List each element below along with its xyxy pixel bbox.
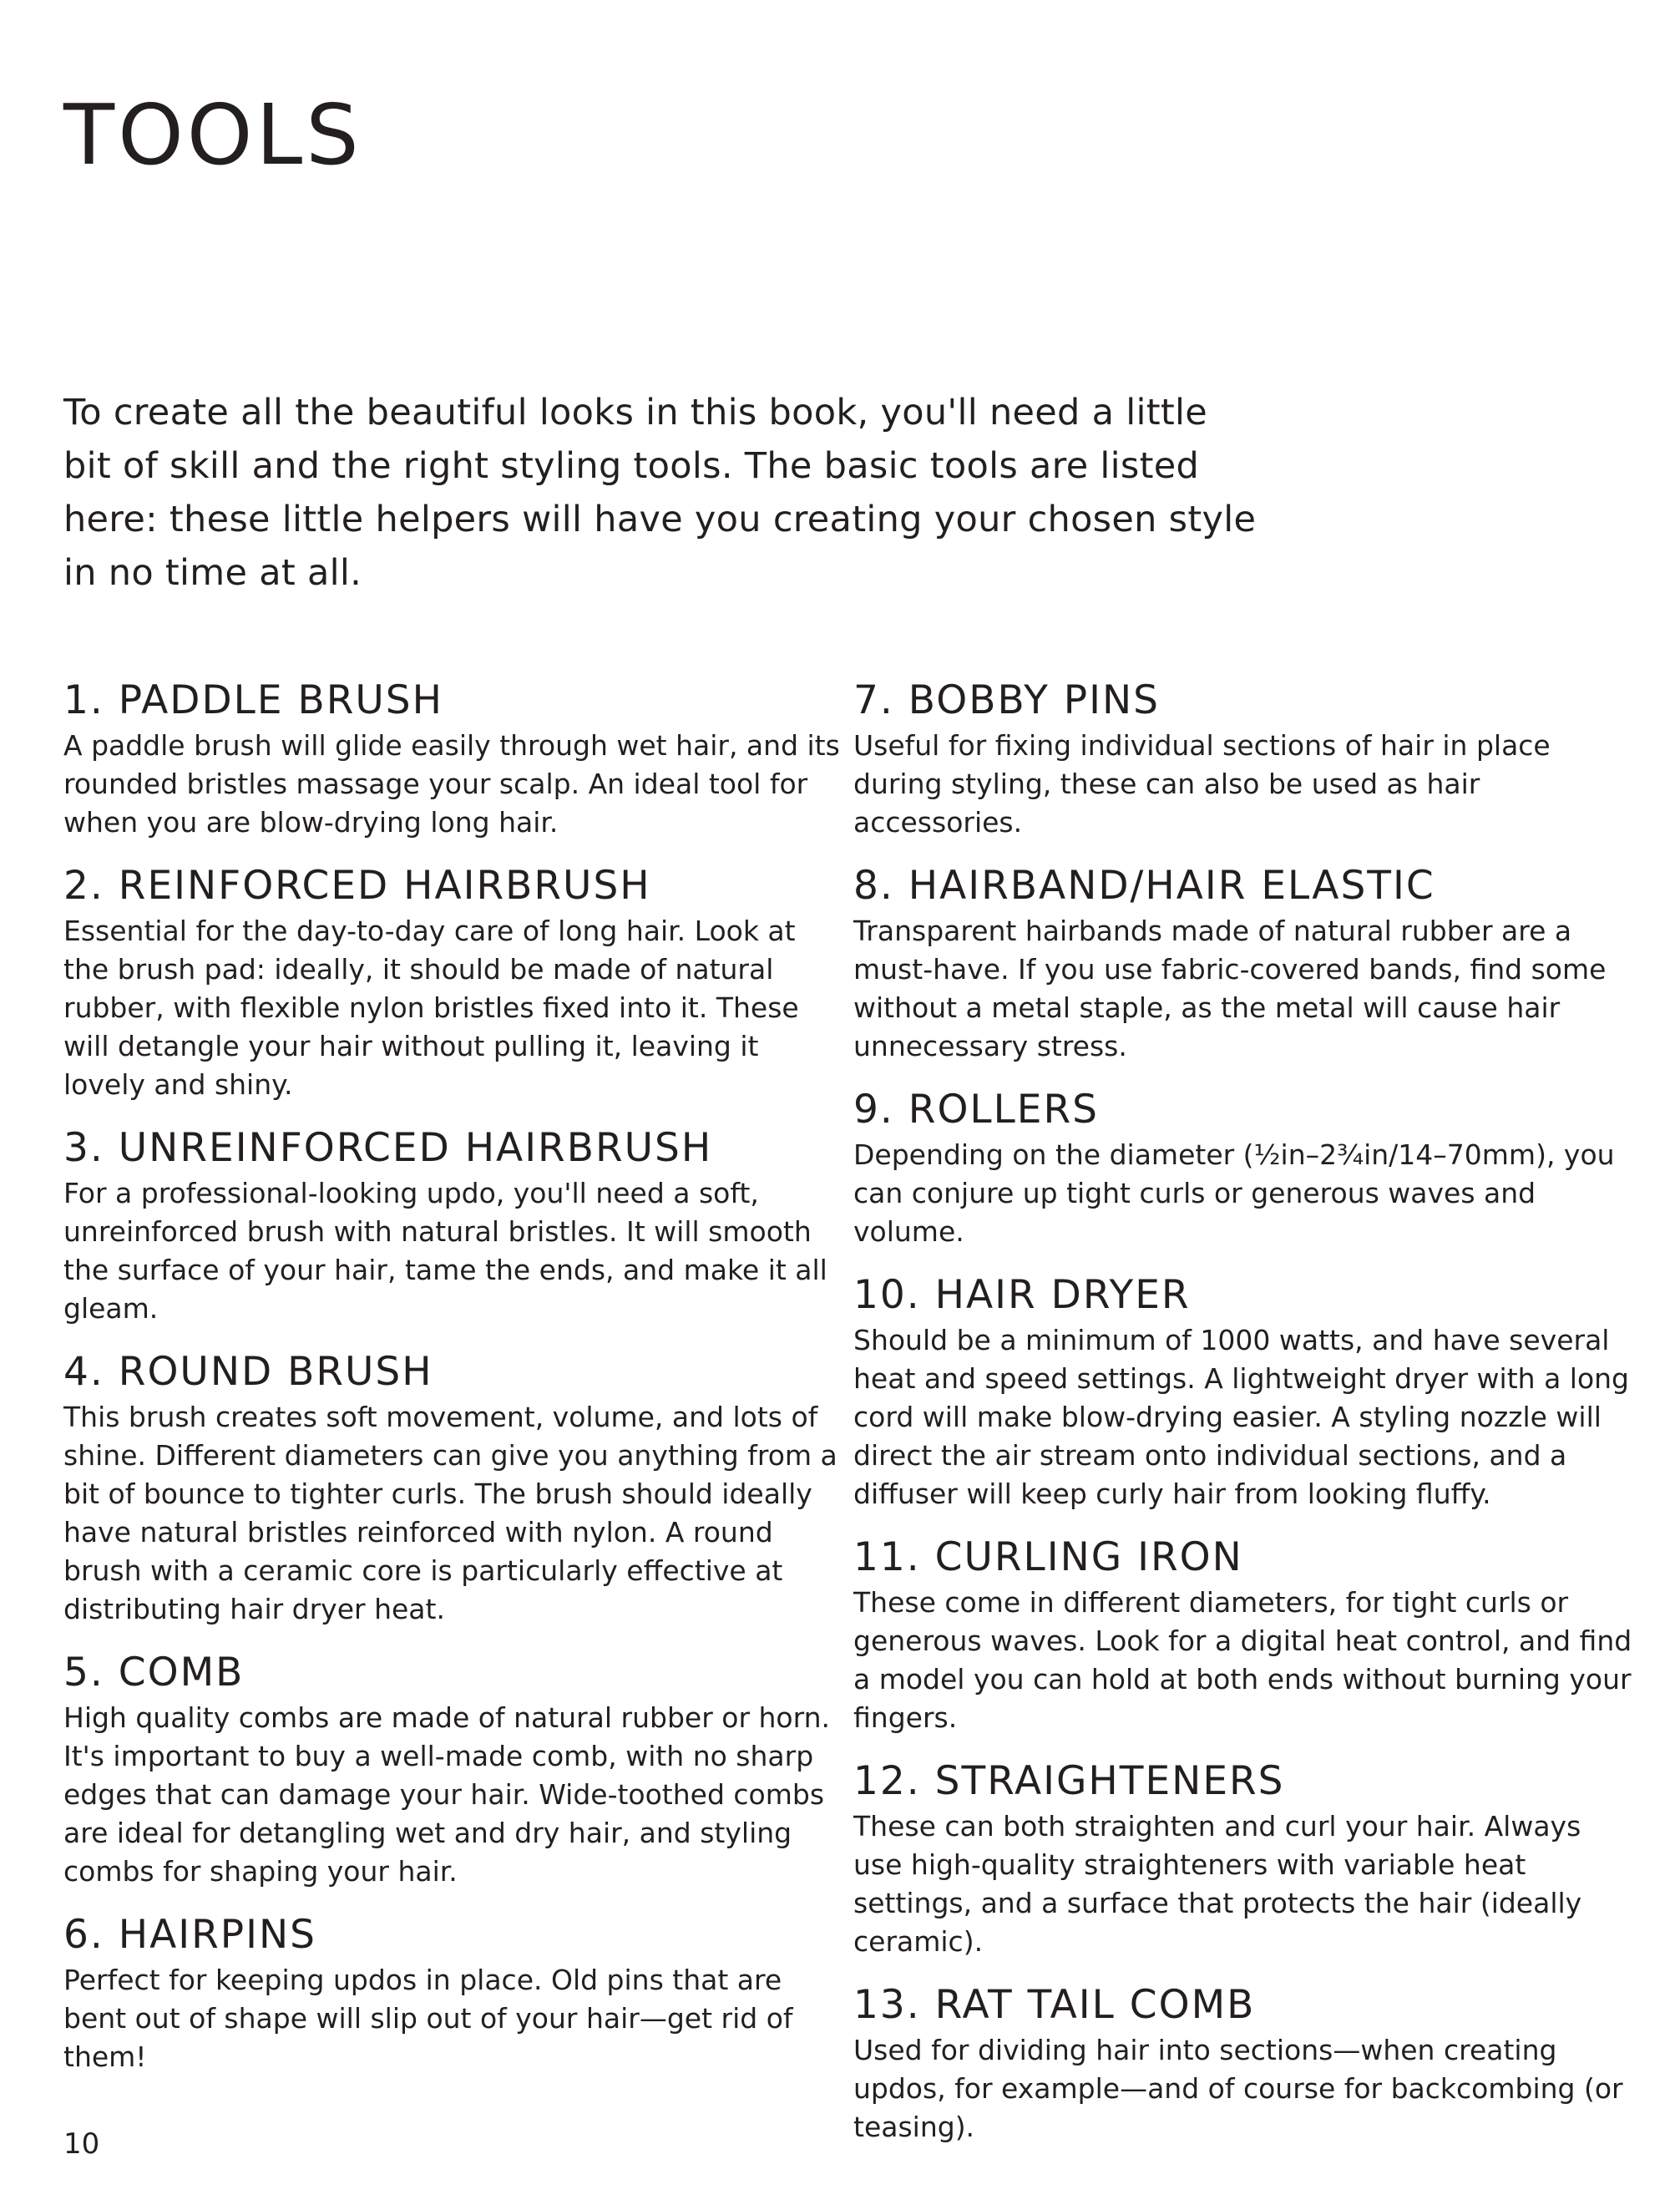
page-number: 10 xyxy=(63,2127,100,2161)
entry-heading: 5. COMB xyxy=(63,1650,245,1696)
left-column xyxy=(63,675,848,2076)
tool-entry-paddle-brush xyxy=(63,675,848,842)
entry-heading: 11. CURLING IRON xyxy=(853,1534,1243,1580)
entry-heading: 2. REINFORCED HAIRBRUSH xyxy=(63,863,651,909)
entry-heading: 10. HAIR DRYER xyxy=(853,1272,1191,1318)
entry-heading: 9. ROLLERS xyxy=(853,1087,1099,1133)
entry-heading: 13. RAT TAIL COMB xyxy=(853,1982,1256,2028)
tool-entry-hairband xyxy=(853,860,1638,1066)
entry-body: This brush creates soft movement, volume, and lots of shine. Different diameters can give you anything from a bit of bounce to tighter curls. The brush should ideally have natural bristles reinforced with nylon. A round brush with a ceramic core is particularly effective at distributing hair dryer heat. xyxy=(63,1401,837,1625)
entry-body: Depending on the diameter (½in–2¾in/14–70mm), you can conjure up tight curls or generous waves and volume. xyxy=(853,1138,1615,1248)
tool-entry-straighteners xyxy=(853,1756,1638,1961)
tool-entry-comb xyxy=(63,1647,848,1891)
entry-heading: 3. UNREINFORCED HAIRBRUSH xyxy=(63,1125,713,1171)
entry-heading: 12. STRAIGHTENERS xyxy=(853,1758,1285,1804)
intro-paragraph: To create all the beautiful looks in this book, you'll need a little bit of skill and the right styling tools. The basic tools are listed here: these little helpers will have you creating your chosen style in no time at all. xyxy=(63,392,1257,594)
entry-body: A paddle brush will glide easily through wet hair, and its rounded bristles massage your scalp. An ideal tool for when you are blow-drying long hair. xyxy=(63,729,840,839)
entry-heading: 8. HAIRBAND/HAIR ELASTIC xyxy=(853,863,1435,909)
entry-heading: 4. ROUND BRUSH xyxy=(63,1349,433,1395)
entry-body: Should be a minimum of 1000 watts, and have several heat and speed settings. A lightweight dryer with a long cord will make blow-drying easier. A styling nozzle will direct the air stream onto individual sections, and a diffuser will keep curly hair from looking fluffy. xyxy=(853,1324,1629,1510)
entry-body: Perfect for keeping updos in place. Old pins that are bent out of shape will slip out of your hair—get rid of them! xyxy=(63,1964,793,2073)
entry-body: These come in different diameters, for tight curls or generous waves. Look for a digital heat control, and find a model you can hold at both ends without burning your fingers. xyxy=(853,1586,1632,1734)
tool-entry-curling-iron xyxy=(853,1532,1638,1737)
tool-entry-round-brush xyxy=(63,1346,848,1629)
tool-entry-unreinforced-hairbrush xyxy=(63,1123,848,1328)
entry-body: Used for dividing hair into sections—when creating updos, for example—and of course for backcombing (or teasing). xyxy=(853,2034,1623,2143)
entry-body: For a professional-looking updo, you'll need a soft, unreinforced brush with natural bristles. It will smooth the surface of your hair, tame the ends, and make it all gleam. xyxy=(63,1177,827,1325)
tool-entry-rat-tail-comb xyxy=(853,1979,1638,2147)
entry-body: These can both straighten and curl your hair. Always use high-quality straighteners with variable heat settings, and a surface that protects the hair (ideally ceramic). xyxy=(853,1810,1582,1958)
page-title: TOOLS xyxy=(63,86,362,184)
entry-heading: 6. HAIRPINS xyxy=(63,1912,316,1958)
entry-body: Essential for the day-to-day care of long hair. Look at the brush pad: ideally, it should be made of natural rubber, with flexible nylon bristles fixed into it. These will detangle your hair without pulling it, leaving it lovely and shiny. xyxy=(63,915,799,1101)
tool-entry-hair-dryer xyxy=(853,1270,1638,1513)
entry-heading: 1. PADDLE BRUSH xyxy=(63,677,443,723)
tool-entry-reinforced-hairbrush xyxy=(63,860,848,1104)
tool-entry-bobby-pins xyxy=(853,675,1638,842)
tool-entry-rollers xyxy=(853,1084,1638,1251)
entry-heading: 7. BOBBY PINS xyxy=(853,677,1160,723)
tool-entry-hairpins xyxy=(63,1909,848,2076)
right-column xyxy=(853,675,1638,2147)
entry-body: High quality combs are made of natural rubber or horn. It's important to buy a well-made comb, with no sharp edges that can damage your hair. Wide-toothed combs are ideal for detangling wet and dry hair, and styling combs for shaping your hair. xyxy=(63,1701,831,1888)
entry-body: Useful for fixing individual sections of hair in place during styling, these can also be used as hair accessories. xyxy=(853,729,1551,839)
entry-body: Transparent hairbands made of natural rubber are a must-have. If you use fabric-covered bands, find some without a metal staple, as the metal will cause hair unnecessary stress. xyxy=(853,915,1607,1062)
